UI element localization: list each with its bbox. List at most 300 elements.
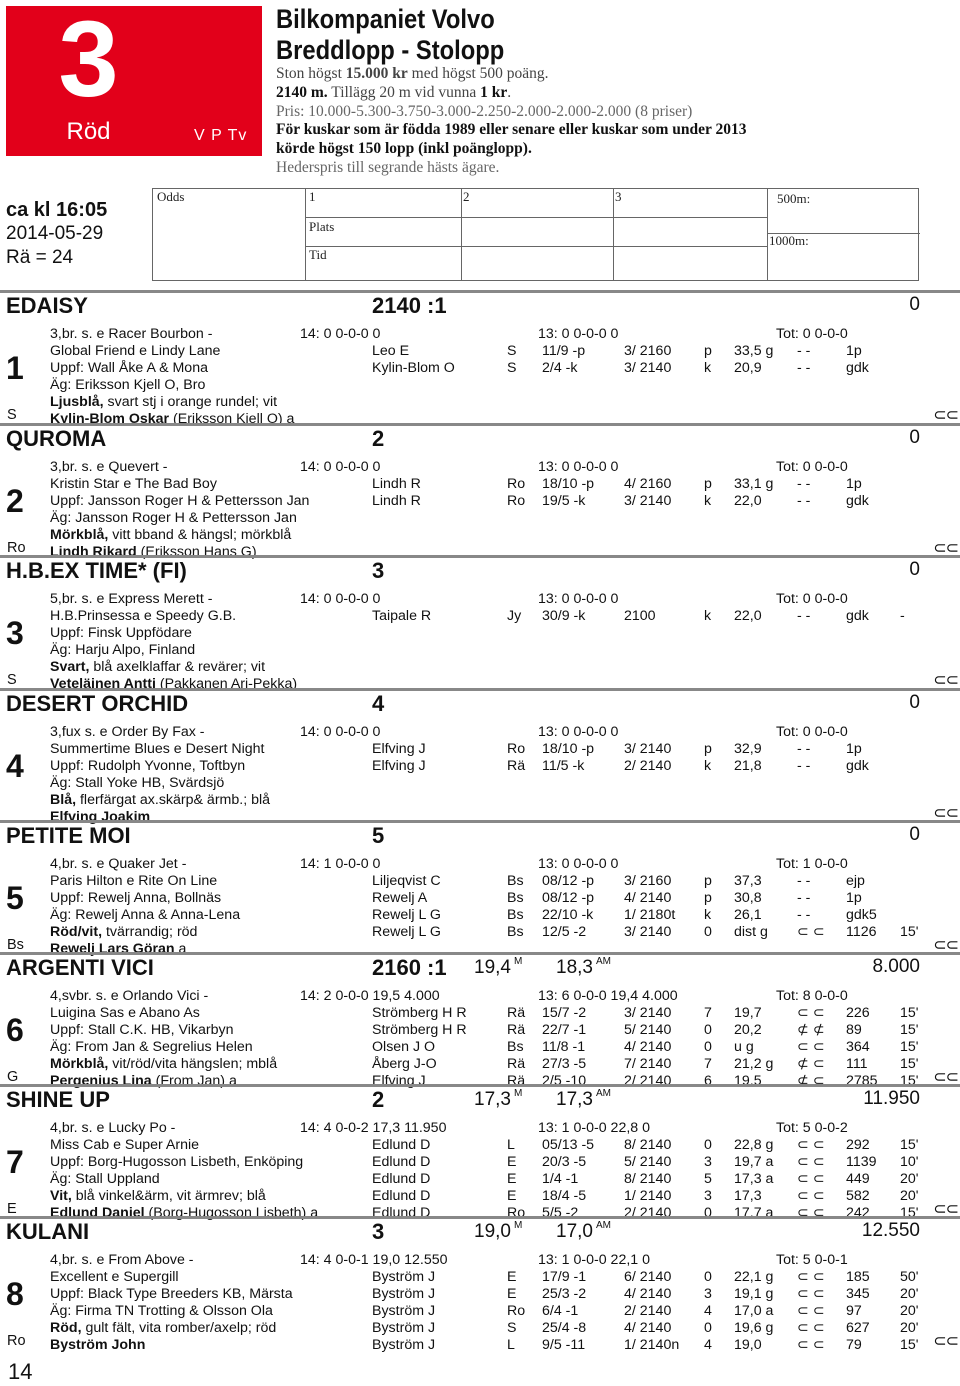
cell-time: 22,0 — [734, 493, 762, 509]
cell-trk: Rä — [507, 1005, 526, 1021]
race-badge — [6, 0, 262, 156]
horse-info-text: Elfving Joakim — [50, 809, 151, 825]
horse-record-m — [474, 559, 477, 582]
cell-race: 2/ 2140 — [624, 1205, 672, 1221]
cell-driver: Byström J — [372, 1337, 436, 1353]
horse-entry — [0, 1084, 960, 1221]
cell-tot: Tot: 5 0-0-2 — [776, 1120, 848, 1136]
cell-pedi: Äg: From Jan & Segrelius Helen — [50, 1039, 253, 1055]
cell-pedi: Kristin Star e The Bad Boy — [50, 476, 217, 492]
condition-line: Ston högst 15.000 kr med högst 500 poäng. — [276, 65, 549, 82]
cell-tot: Tot: 8 0-0-0 — [776, 988, 848, 1004]
cell-date: 25/4 -8 — [542, 1320, 587, 1336]
cell-pedi: Uppf: Wall Åke A & Mona — [50, 360, 208, 376]
cell-pos: 5 — [704, 1171, 712, 1187]
horse-info-row — [0, 1188, 960, 1205]
cell-driver: Kylin-Blom O — [372, 360, 455, 376]
cell-pedi: Äg: Firma TN Trotting & Olsson Ola — [50, 1303, 273, 1319]
horse-earnings: 0 — [909, 824, 920, 845]
cell-trk: Bs — [507, 890, 524, 906]
shoe-symbol: ⊂⊂ — [933, 407, 958, 424]
cell-driver: Elfving J — [372, 1073, 426, 1089]
cell-date: 5/5 -2 — [542, 1205, 579, 1221]
cell-sign: ⊂ ⊂ — [797, 1188, 825, 1204]
cell-odds: 364 — [846, 1039, 870, 1055]
cell-pedi: Summertime Blues e Desert Night — [50, 741, 265, 757]
cell-pedi: Global Friend e Lindy Lane — [50, 343, 221, 359]
start-number: 6 — [6, 1012, 24, 1048]
cell-driver: Byström J — [372, 1269, 436, 1285]
cell-sign: - - — [797, 476, 811, 492]
cell-s1: 14: 0 0-0-0 0 — [300, 724, 381, 740]
horse-info-row — [0, 1022, 960, 1039]
horse-info-row — [0, 988, 960, 1005]
home-track: G — [7, 1069, 19, 1085]
cell-race: 1/ 2140n — [624, 1337, 680, 1353]
horse-distance: 3 — [372, 1219, 385, 1244]
horse-record-am — [556, 427, 559, 450]
cell-sign: - - — [797, 741, 811, 757]
cell-sign: ⊂ ⊂ — [797, 1269, 825, 1285]
race-title — [276, 4, 504, 66]
cell-trk: Ro — [507, 741, 526, 757]
cell-pos: k — [704, 608, 712, 624]
cell-sign: - - — [797, 493, 811, 509]
cell-odds: 1p — [846, 476, 862, 492]
cell-odds: 449 — [846, 1171, 870, 1187]
cell-pedi: Uppf: Finsk Uppfödare — [50, 625, 192, 641]
cell-trk: Rä — [507, 1056, 526, 1072]
cell-pos: 3 — [704, 1154, 712, 1170]
cell-driver: Edlund D — [372, 1205, 431, 1221]
horse-entry — [0, 1216, 960, 1353]
cell-prize: 20' — [900, 1320, 919, 1336]
horse-distance: 2140 :1 — [372, 293, 447, 318]
cell-s1: 14: 4 0-0-2 17,3 11.950 — [300, 1120, 447, 1136]
cell-race: 2/ 2140 — [624, 1073, 672, 1089]
cell-prize: 15' — [900, 1022, 919, 1038]
cell-pedi: Äg: Eriksson Kjell O, Bro — [50, 377, 206, 393]
horse-entry — [0, 688, 960, 825]
cell-pos: k — [704, 907, 712, 923]
horse-distance: 4 — [372, 691, 385, 716]
cell-date: 9/5 -11 — [542, 1337, 586, 1353]
cell-time: 19,5 — [734, 1073, 762, 1089]
cell-race: 2100 — [624, 608, 656, 624]
cell-s1: 14: 2 0-0-0 19,5 4.000 — [300, 988, 440, 1004]
cell-trk: Ro — [507, 476, 526, 492]
horse-record-am — [556, 294, 559, 317]
cell-pedi: H.B.Prinsessa e Speedy G.B. — [50, 608, 237, 624]
cell-s1: 14: 0 0-0-0 0 — [300, 326, 381, 342]
cell-time: 19,7 — [734, 1005, 762, 1021]
cell-odds: 185 — [846, 1269, 870, 1285]
cell-odds: gdk — [846, 493, 869, 509]
cell-sign: - - — [797, 608, 811, 624]
cell-pos: p — [704, 890, 712, 906]
cell-trk: S — [507, 1320, 517, 1336]
horse-record-m: 19,0 $^M$ — [474, 1220, 523, 1242]
race-time: ca kl 16:05 — [6, 199, 108, 221]
cell-time: 37,3 — [734, 873, 762, 889]
cell-pos: k — [704, 493, 712, 509]
cell-trk: Rä — [507, 758, 526, 774]
horse-info-row — [0, 775, 960, 792]
horse-earnings: 0 — [909, 692, 920, 713]
condition-line: För kuskar som är födda 1989 eller senare eller kuskar som under 2013 — [276, 121, 747, 139]
cell-time: dist g — [734, 924, 768, 940]
cell-pedi: Äg: Rewelj Anna & Anna-Lena — [50, 907, 241, 923]
horse-info-row — [0, 792, 960, 809]
cell-odds: gdk5 — [846, 907, 877, 923]
cell-prize: 15' — [900, 1205, 919, 1221]
cell-trk: E — [507, 1171, 517, 1187]
cell-pedi: Äg: Harju Alpo, Finland — [50, 642, 196, 658]
horse-record-m — [474, 692, 477, 715]
cell-odds: 1p — [846, 890, 862, 906]
cell-trk: Rä — [507, 1022, 526, 1038]
cell-pos: p — [704, 873, 712, 889]
m500-label: 500m: — [777, 191, 811, 206]
cell-sign: ⊂ ⊂ — [797, 1005, 825, 1021]
horse-info-row — [0, 1039, 960, 1056]
cell-tot: Tot: 0 0-0-0 — [776, 459, 848, 475]
cell-s2: 13: 0 0-0-0 0 — [538, 724, 619, 740]
horse-info-row — [0, 493, 960, 510]
start-number: 8 — [6, 1276, 24, 1312]
cell-odds: 1126 — [846, 924, 877, 940]
horse-earnings: 0 — [909, 559, 920, 580]
horse-distance: 3 — [372, 558, 385, 583]
cell-date: 08/12 -p — [542, 873, 595, 889]
cell-sign: ⊂ ⊂ — [797, 924, 825, 940]
cell-date: 15/7 -2 — [542, 1005, 587, 1021]
cell-race: 4/ 2140 — [624, 1039, 672, 1055]
cell-race: 8/ 2140 — [624, 1137, 672, 1153]
shoe-symbol: ⊂⊂ — [933, 540, 958, 557]
cell-s2: 13: 0 0-0-0 0 — [538, 459, 619, 475]
cell-time: 21,2 g — [734, 1056, 774, 1072]
cell-time: 17,0 a — [734, 1303, 774, 1319]
cell-prize: 15' — [900, 1039, 919, 1055]
horse-name: H.B.EX TIME* (FI) — [6, 558, 187, 583]
cell-time: 20,2 — [734, 1022, 762, 1038]
cell-pos: p — [704, 741, 712, 757]
horse-name: ARGENTI VICI — [6, 955, 154, 980]
horse-info-row — [0, 1252, 960, 1269]
home-track: E — [7, 1201, 17, 1217]
race-games: V P Tv — [194, 127, 248, 144]
cell-driver: Olsen J O — [372, 1039, 436, 1055]
cell-sign: ⊄ ⊂ — [797, 1056, 825, 1072]
cell-time: 33,5 g — [734, 343, 774, 359]
cell-time: 17,7 a — [734, 1205, 774, 1221]
cell-pedi: Uppf: Black Type Breeders KB, Märsta — [50, 1286, 293, 1302]
horse-info-text: Blå, flerfärgat ax.skärp& ärmb.; blå — [50, 792, 271, 808]
horse-info-row — [0, 527, 960, 544]
cell-pos: 0 — [704, 1039, 712, 1055]
race-number: 3 — [58, 0, 119, 119]
cell-date: 18/10 -p — [542, 741, 595, 757]
m1000-label: 1000m: — [769, 233, 809, 248]
cell-pedi: Uppf: Rudolph Yvonne, Toftbyn — [50, 758, 246, 774]
shoe-symbol: ⊂⊂ — [933, 937, 958, 954]
horse-info-row — [0, 510, 960, 527]
cell-date: 05/13 -5 — [542, 1137, 595, 1153]
race-ra: Rä = 24 — [6, 247, 74, 268]
cell-trk: E — [507, 1286, 517, 1302]
horse-info-row — [0, 377, 960, 394]
cell-driver: Edlund D — [372, 1171, 431, 1187]
odds-col-1: 1 — [309, 189, 316, 204]
horse-name: QUROMA — [6, 426, 107, 451]
cell-race: 4/ 2140 — [624, 890, 672, 906]
horse-info-row — [0, 1154, 960, 1171]
cell-date: 30/9 -k — [542, 608, 586, 624]
odds-label: Odds — [157, 189, 185, 204]
cell-sign: - - — [797, 758, 811, 774]
horse-entry — [0, 555, 960, 692]
cell-odds: 79 — [846, 1337, 862, 1353]
cell-pedi: Äg: Jansson Roger H & Pettersson Jan — [50, 510, 297, 526]
cell-trk: Bs — [507, 907, 524, 923]
cell-date: 12/5 -2 — [542, 924, 587, 940]
cell-prize: 15' — [900, 1073, 919, 1089]
horse-info-text: Vit, blå vinkel&ärm, vit ärmrev; blå — [50, 1188, 266, 1204]
cell-s1: 14: 0 0-0-0 0 — [300, 459, 381, 475]
horse-name: PETITE MOI — [6, 823, 131, 848]
cell-driver: Edlund D — [372, 1137, 431, 1153]
odds-table — [152, 188, 919, 281]
shoe-symbol: ⊂⊂ — [933, 805, 958, 822]
horse-info-row — [0, 741, 960, 758]
start-number: 7 — [6, 1144, 24, 1180]
horse-name: EDAISY — [6, 293, 88, 318]
horse-info-row — [0, 625, 960, 642]
cell-pos: 4 — [704, 1337, 712, 1353]
horse-info-row — [0, 724, 960, 741]
cell-time: 22,8 g — [734, 1137, 774, 1153]
cell-trk: E — [507, 1269, 517, 1285]
cell-sign: ⊂ ⊂ — [797, 1337, 825, 1353]
cell-pedi: 4,br. s. e Lucky Po - — [50, 1120, 176, 1136]
cell-tot: Tot: 0 0-0-0 — [776, 591, 848, 607]
cell-race: 5/ 2140 — [624, 1154, 672, 1170]
cell-driver: Byström J — [372, 1320, 436, 1336]
horse-info-row — [0, 642, 960, 659]
cell-pedi: 3,br. s. e Racer Bourbon - — [50, 326, 213, 342]
start-number: 3 — [6, 615, 24, 651]
cell-time: 33,1 g — [734, 476, 774, 492]
cell-pedi: Uppf: Jansson Roger H & Pettersson Jan — [50, 493, 310, 509]
cell-race: 2/ 2140 — [624, 1303, 672, 1319]
cell-s1: 14: 0 0-0-0 0 — [300, 591, 381, 607]
home-track: Ro — [7, 1333, 26, 1349]
cell-odds: gdk — [846, 758, 869, 774]
horse-name: KULANI — [6, 1219, 90, 1244]
cell-trk: E — [507, 1188, 517, 1204]
cell-pedi: 3,br. s. e Quevert - — [50, 459, 168, 475]
cell-sign: - - — [797, 907, 811, 923]
cell-date: 2/5 -10 — [542, 1073, 587, 1089]
race-conditions — [276, 65, 747, 178]
cell-tot: Tot: 0 0-0-0 — [776, 326, 848, 342]
horse-name: DESERT ORCHID — [6, 691, 189, 716]
cell-driver: Strömberg H R — [372, 1005, 467, 1021]
horse-entry — [0, 820, 960, 957]
horse-record-m — [474, 294, 477, 317]
horse-info-row — [0, 608, 960, 625]
horse-info-row — [0, 1303, 960, 1320]
horse-entry — [0, 290, 960, 427]
cell-sign: ⊄ ⊂ — [797, 1073, 825, 1089]
cell-pedi: Uppf: Borg-Hugosson Lisbeth, Enköping — [50, 1154, 304, 1170]
cell-trk: Ro — [507, 1303, 526, 1319]
horse-info-text: Mörkblå, vitt bband & hängsl; mörkblå — [50, 527, 292, 543]
horse-info-text: Mörkblå, vit/röd/vita hängslen; mblå — [50, 1056, 278, 1072]
cell-trk: Rä — [507, 1073, 526, 1089]
cell-trk: E — [507, 1154, 517, 1170]
cell-odds: 97 — [846, 1303, 862, 1319]
cell-race: 4/ 2160 — [624, 476, 672, 492]
cell-pedi: Äg: Stall Yoke HB, Svärdsjö — [50, 775, 225, 791]
cell-race: 8/ 2140 — [624, 1171, 672, 1187]
cell-pos: 0 — [704, 1320, 712, 1336]
horse-info-row — [0, 591, 960, 608]
cell-driver: Leo E — [372, 343, 410, 359]
shoe-symbol: ⊂⊂ — [933, 1201, 958, 1218]
horse-distance: 5 — [372, 823, 385, 848]
cell-race: 4/ 2140 — [624, 1286, 672, 1302]
cell-time: 17,3 a — [734, 1171, 774, 1187]
cell-prize: 15' — [900, 1005, 919, 1021]
cell-prize: 15' — [900, 1137, 919, 1153]
cell-trk: Bs — [507, 924, 524, 940]
cell-driver: Rewelj L G — [372, 907, 441, 923]
cell-pedi: Miss Cab e Super Arnie — [50, 1137, 200, 1153]
horse-info-text: Byström John — [50, 1337, 146, 1353]
cell-time: 19,1 g — [734, 1286, 774, 1302]
horse-info-row — [0, 1056, 960, 1073]
shoe-symbol: ⊂⊂ — [933, 1333, 958, 1350]
cell-sign: ⊂ ⊂ — [797, 1039, 825, 1055]
horse-info-text: Lindh Rikard (Eriksson Hans G) — [50, 544, 257, 560]
cell-pos: 0 — [704, 924, 712, 940]
cell-time: u g — [734, 1039, 754, 1055]
horse-info-row — [0, 907, 960, 924]
cell-date: 1/4 -1 — [542, 1171, 579, 1187]
cell-odds: 226 — [846, 1005, 870, 1021]
cell-race: 1/ 2140 — [624, 1188, 672, 1204]
cell-driver: Åberg J-O — [372, 1056, 437, 1072]
cell-driver: Byström J — [372, 1286, 436, 1302]
cell-sign: - - — [797, 873, 811, 889]
cell-driver: Lindh R — [372, 493, 421, 509]
cell-pedi: 4,br. s. e Quaker Jet - — [50, 856, 187, 872]
condition-line: körde högst 150 lopp (inkl poänglopp). — [276, 140, 532, 158]
horse-record-m — [474, 427, 477, 450]
home-track: S — [7, 407, 17, 423]
cell-prize: - — [900, 608, 905, 624]
cell-race: 3/ 2140 — [624, 493, 672, 509]
cell-race: 1/ 2180t — [624, 907, 676, 923]
cell-pedi: 4,svbr. s. e Orlando Vici - — [50, 988, 209, 1004]
cell-odds: 1p — [846, 741, 862, 757]
cell-date: 08/12 -p — [542, 890, 595, 906]
cell-odds: 582 — [846, 1188, 870, 1204]
cell-pedi: Luigina Sas e Abano As — [50, 1005, 200, 1021]
cell-odds: 1p — [846, 343, 862, 359]
cell-pos: 3 — [704, 1286, 712, 1302]
cell-trk: Ro — [507, 1205, 526, 1221]
cell-date: 11/5 -k — [542, 758, 585, 774]
horse-record-am: 17,3 $^{AM}$ — [556, 1088, 611, 1110]
cell-driver: Rewelj L G — [372, 924, 441, 940]
cell-time: 19,0 — [734, 1337, 762, 1353]
cell-pos: 6 — [704, 1073, 712, 1089]
cell-trk: L — [507, 1137, 515, 1153]
cell-driver: Lindh R — [372, 476, 421, 492]
cell-sign: - - — [797, 343, 811, 359]
horse-distance: 2 — [372, 1087, 385, 1112]
horse-info-text: Edlund Daniel (Borg-Hugosson Lisbeth) a — [50, 1205, 319, 1221]
cell-pos: 7 — [704, 1005, 712, 1021]
cell-date: 27/3 -5 — [542, 1056, 587, 1072]
cell-sign: ⊂ ⊂ — [797, 1171, 825, 1187]
page-number: 14 — [8, 1359, 33, 1384]
shoe-symbol: ⊂⊂ — [933, 1069, 958, 1086]
cell-trk: Jy — [507, 608, 522, 624]
start-number: 1 — [6, 350, 24, 386]
horse-earnings: 12.550 — [861, 1220, 920, 1241]
cell-s2: 13: 0 0-0-0 0 — [538, 856, 619, 872]
cell-race: 3/ 2160 — [624, 343, 672, 359]
cell-odds: 292 — [846, 1137, 870, 1153]
cell-driver: Edlund D — [372, 1154, 431, 1170]
horse-distance: 2160 :1 — [372, 955, 447, 980]
cell-race: 5/ 2140 — [624, 1022, 672, 1038]
cell-odds: 111 — [846, 1056, 868, 1072]
start-number: 2 — [6, 483, 24, 519]
cell-pedi: 3,fux s. e Order By Fax - — [50, 724, 205, 740]
horse-info-row — [0, 476, 960, 493]
horse-info-row — [0, 459, 960, 476]
horse-info-row — [0, 360, 960, 377]
cell-date: 18/4 -5 — [542, 1188, 587, 1204]
cell-race: 3/ 2160 — [624, 873, 672, 889]
cell-odds: 345 — [846, 1286, 870, 1302]
cell-time: 22,0 — [734, 608, 762, 624]
cell-driver: Taipale R — [372, 608, 432, 624]
horse-record-am: 18,3 $^{AM}$ — [556, 956, 611, 978]
race-date: 2014-05-29 — [6, 223, 104, 244]
cell-prize: 20' — [900, 1171, 919, 1187]
cell-sign: ⊂ ⊂ — [797, 1303, 825, 1319]
condition-line: Hederspris till segrande hästs ägare. — [276, 158, 500, 176]
cell-pedi: Äg: Stall Uppland — [50, 1171, 160, 1187]
cell-date: 18/10 -p — [542, 476, 595, 492]
horse-record-am: 17,0 $^{AM}$ — [556, 1220, 611, 1242]
cell-pos: 0 — [704, 1022, 712, 1038]
cell-s2: 13: 1 0-0-0 22,8 0 — [538, 1120, 651, 1136]
cell-date: 22/7 -1 — [542, 1022, 587, 1038]
cell-odds: gdk — [846, 608, 869, 624]
home-track: Bs — [7, 937, 24, 953]
horse-info-text: Veteläinen Antti (Pakkanen Ari-Pekka) — [50, 676, 298, 692]
race-color: Röd — [66, 118, 111, 145]
cell-prize: 20' — [900, 1303, 919, 1319]
horse-info-text: Svart, blå axelklaffar & revärer; vit — [50, 659, 266, 675]
